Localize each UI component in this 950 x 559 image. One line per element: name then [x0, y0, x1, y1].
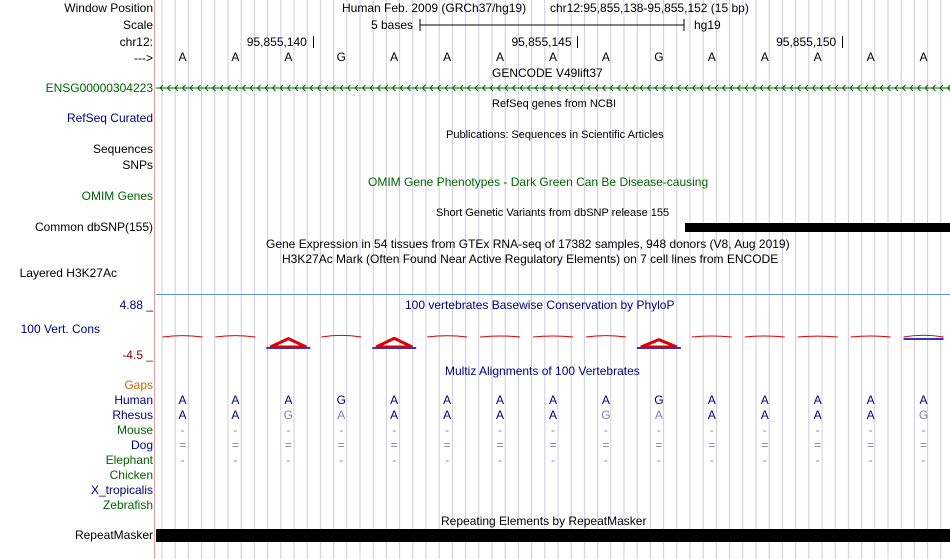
track-label-omim[interactable]: OMIM Genes — [81, 189, 153, 203]
reference-base: A — [866, 50, 875, 64]
alignment-base: = — [814, 438, 822, 452]
conservation-mark — [851, 336, 891, 337]
alignment-base: - — [815, 423, 820, 437]
species-label[interactable]: Chicken — [109, 468, 153, 482]
ruler-tick-mark — [842, 36, 843, 48]
conservation-mark — [637, 340, 681, 348]
cons-baseline — [156, 294, 950, 295]
alignment-base: A — [707, 393, 716, 407]
track-label-gaps[interactable]: Gaps — [124, 378, 153, 392]
conservation-mark — [372, 338, 416, 348]
alignment-base: A — [548, 408, 557, 422]
alignment-base: = — [337, 438, 345, 452]
alignment-base: - — [762, 423, 767, 437]
repeatmasker-title: Repeating Elements by RepeatMasker — [441, 514, 647, 528]
alignment-base: = — [602, 438, 610, 452]
conservation-mark — [266, 339, 310, 348]
alignment-base: = — [867, 438, 875, 452]
reference-base: G — [654, 50, 664, 64]
alignment-base: - — [498, 453, 503, 467]
alignment-base: A — [813, 393, 822, 407]
track-label-snps[interactable]: SNPs — [122, 158, 153, 172]
gtex-title: Gene Expression in 54 tissues from GTEx RNA-seq of 17382 samples, 948 donors (V8, Aug 2019) — [266, 237, 790, 251]
alignment-base: A — [496, 393, 505, 407]
conservation-mark — [586, 336, 626, 337]
alignment-base: = — [920, 438, 928, 452]
dbsnp-feature[interactable] — [685, 223, 950, 232]
alignment-base: - — [921, 423, 926, 437]
track-label-refseq[interactable]: RefSeq Curated — [66, 111, 153, 125]
chr-label: chr12: — [119, 35, 153, 49]
alignment-base: = — [496, 438, 504, 452]
alignment-base: A — [496, 408, 505, 422]
alignment-base: - — [709, 423, 714, 437]
refseq-title: RefSeq genes from NCBI — [492, 98, 617, 110]
alignment-base: A — [231, 393, 240, 407]
species-label[interactable]: Mouse — [116, 423, 153, 437]
reference-base: A — [813, 50, 822, 64]
species-label[interactable]: Zebrafish — [102, 498, 153, 512]
reference-base: A — [760, 50, 769, 64]
track-label-repeatmasker[interactable]: RepeatMasker — [74, 528, 153, 542]
track-label-h3k27ac[interactable]: Layered H3K27Ac — [19, 266, 117, 280]
window-position-label: Window Position — [64, 1, 153, 15]
alignment-base: A — [231, 408, 240, 422]
alignment-base: - — [286, 423, 291, 437]
reference-base: A — [496, 50, 505, 64]
conservation-mark — [533, 336, 573, 337]
alignment-base: - — [445, 423, 450, 437]
alignment-base: = — [178, 438, 186, 452]
scale-text: 5 bases — [371, 18, 414, 32]
reference-base: A — [178, 50, 187, 64]
species-label[interactable]: Rhesus — [112, 408, 153, 422]
h3k27ac-title: H3K27Ac Mark (Often Found Near Active Regulatory Elements) on 7 cell lines from ENCODE — [282, 252, 779, 266]
alignment-base: - — [868, 423, 873, 437]
position-readout: chr12:95,855,138-95,855,152 (15 bp) — [550, 1, 749, 15]
alignment-base: G — [601, 408, 611, 422]
dbsnp-title: Short Genetic Variants from dbSNP release 155 — [436, 207, 670, 219]
alignment-base: A — [178, 408, 187, 422]
alignment-base: - — [180, 423, 185, 437]
alignment-base: = — [390, 438, 398, 452]
alignment-base: A — [390, 393, 399, 407]
alignment-base: A — [919, 393, 928, 407]
alignment-base: = — [549, 438, 557, 452]
track-label-sequences[interactable]: Sequences — [92, 142, 153, 156]
alignment-base: A — [390, 408, 399, 422]
alignment-base: - — [762, 453, 767, 467]
alignment-base: A — [548, 393, 557, 407]
alignment-base: G — [336, 393, 346, 407]
alignment-base: = — [443, 438, 451, 452]
alignment-base: - — [656, 423, 661, 437]
reference-base: A — [548, 50, 557, 64]
cons-max-label: 4.88 _ — [119, 298, 153, 312]
alignment-base: A — [178, 393, 187, 407]
reference-base: A — [284, 50, 293, 64]
conservation-mark — [162, 336, 202, 337]
conservation-mark — [904, 335, 944, 339]
alignment-base: = — [761, 438, 769, 452]
conservation-mark — [427, 336, 467, 337]
ruler-tick-label: 95,855,140 — [246, 35, 307, 49]
alignment-base: A — [443, 393, 452, 407]
cons-min-label: -4.5 _ — [122, 348, 153, 362]
gene-model-line[interactable] — [156, 82, 950, 94]
alignment-base: A — [866, 408, 875, 422]
alignment-base: A — [284, 393, 293, 407]
alignment-base: - — [286, 453, 291, 467]
alignment-base: - — [551, 453, 555, 467]
conservation-mark — [215, 336, 255, 337]
alignment-base: - — [551, 423, 555, 437]
alignment-base: - — [815, 453, 820, 467]
alignment-base: - — [233, 423, 238, 437]
ruler-tick-label: 95,855,150 — [776, 35, 837, 49]
alignment-base: A — [866, 393, 875, 407]
alignment-base: - — [339, 453, 344, 467]
alignment-base: - — [445, 453, 450, 467]
species-label[interactable]: Dog — [130, 438, 153, 452]
ruler-tick-label: 95,855,145 — [511, 35, 572, 49]
alignment-base: G — [918, 408, 929, 422]
alignment-base: G — [283, 408, 293, 422]
publications-title: Publications: Sequences in Scientific Articles — [446, 129, 664, 141]
alignment-base: - — [392, 423, 397, 437]
conservation-mark — [745, 336, 785, 337]
reference-base: A — [601, 50, 610, 64]
alignment-base: - — [498, 423, 503, 437]
ruler-tick-mark — [313, 36, 314, 48]
label-divider — [154, 0, 155, 559]
alignment-base: A — [760, 408, 769, 422]
alignment-base: - — [180, 453, 185, 467]
alignment-base: - — [603, 423, 608, 437]
alignment-base: A — [760, 393, 769, 407]
reference-base: A — [919, 50, 928, 64]
alignment-base: - — [868, 453, 873, 467]
alignment-base: = — [284, 438, 292, 452]
alignment-base: A — [601, 393, 610, 407]
alignment-base: = — [655, 438, 663, 452]
track-label-dbsnp[interactable]: Common dbSNP(155) — [34, 220, 153, 234]
species-label[interactable]: X_tropicalis — [90, 483, 153, 497]
scale-bar — [418, 17, 688, 33]
alignment-base: - — [603, 453, 608, 467]
alignment-base: A — [443, 408, 452, 422]
alignment-base: - — [709, 453, 714, 467]
alignment-base: A — [813, 408, 822, 422]
species-label[interactable]: Elephant — [105, 453, 153, 467]
strand-arrow-label: ---> — [134, 51, 153, 65]
reference-base: A — [707, 50, 716, 64]
track-label-cons[interactable]: 100 Vert. Cons — [20, 322, 100, 336]
alignment-base: - — [656, 453, 661, 467]
scale-db: hg19 — [694, 18, 721, 32]
gencode-title: GENCODE V49lift37 — [492, 66, 603, 80]
conservation-mark — [321, 335, 361, 337]
alignment-base: A — [707, 408, 716, 422]
alignment-base: A — [654, 408, 663, 422]
reference-base: G — [336, 50, 346, 64]
conservation-mark — [692, 336, 732, 337]
alignment-base: - — [339, 423, 344, 437]
conservation-plot[interactable] — [156, 325, 950, 355]
species-label[interactable]: Human — [114, 393, 153, 407]
multiz-title: Multiz Alignments of 100 Vertebrates — [445, 364, 640, 378]
alignment-base: - — [392, 453, 397, 467]
alignment-base: - — [233, 453, 238, 467]
track-label-ensg[interactable]: ENSG00000304223 — [45, 81, 153, 95]
repeatmasker-feature[interactable] — [156, 529, 950, 542]
scale-label: Scale — [122, 18, 153, 32]
alignment-base: A — [337, 408, 346, 422]
ruler-tick-mark — [577, 36, 578, 48]
omim-title: OMIM Gene Phenotypes - Dark Green Can Be Disease-causing — [368, 175, 709, 189]
alignment-base: - — [921, 453, 926, 467]
reference-base: A — [390, 50, 399, 64]
reference-base: A — [231, 50, 240, 64]
alignment-base: G — [654, 393, 664, 407]
alignment-base: = — [708, 438, 716, 452]
alignment-base: = — [231, 438, 239, 452]
conservation-mark — [480, 336, 520, 337]
phylop-title: 100 vertebrates Basewise Conservation by PhyloP — [405, 298, 675, 312]
conservation-mark — [798, 336, 838, 337]
assembly-title: Human Feb. 2009 (GRCh37/hg19) — [342, 1, 527, 15]
reference-base: A — [443, 50, 452, 64]
